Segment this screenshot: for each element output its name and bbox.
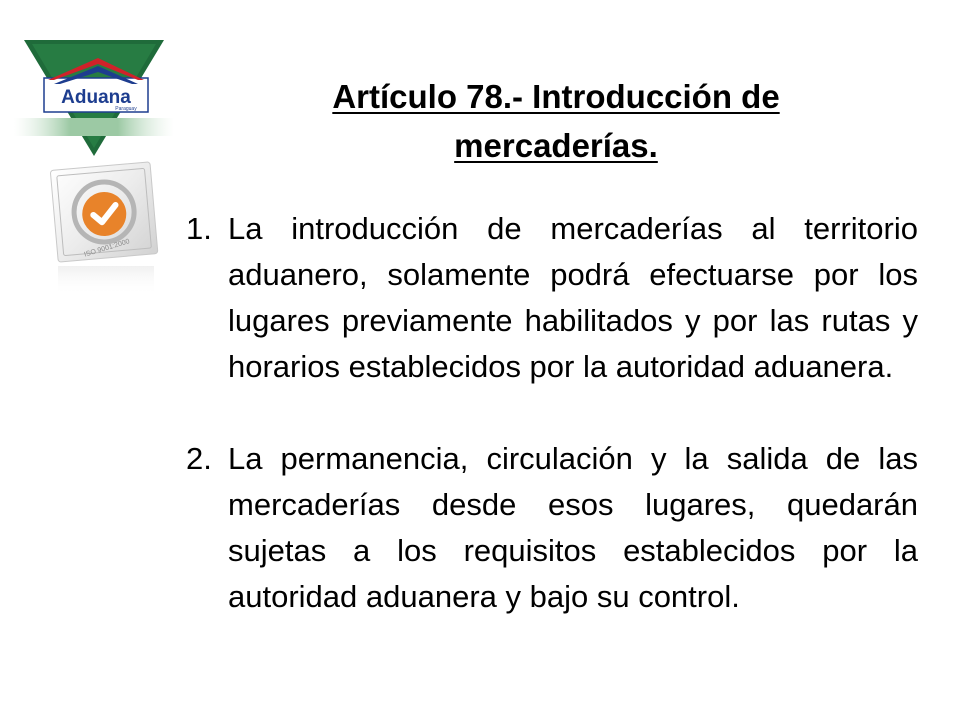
list-item bbox=[186, 436, 918, 620]
article-items bbox=[186, 206, 918, 620]
item-number: 1. bbox=[186, 211, 212, 246]
logo-subtitle: Paraguay bbox=[115, 106, 137, 112]
list-item bbox=[186, 206, 918, 390]
item-number: 2. bbox=[186, 441, 212, 476]
logo-name: Aduana bbox=[61, 87, 131, 108]
item-text: La introducción de mercaderías al territorio aduanero, solamente podrá efectuarse por los lugares previamente habilitados y por las rutas y horarios establecidos por la autoridad aduanera. bbox=[228, 211, 918, 384]
item-text: La permanencia, circulación y la salida de las mercaderías desde esos lugares, quedarán sujetas a los requisitos establecidos por la autoridad aduanera y bajo su control. bbox=[228, 441, 918, 614]
aduana-logo-icon bbox=[14, 36, 174, 176]
logo-block bbox=[14, 36, 174, 286]
certification-seal-icon bbox=[44, 156, 164, 301]
article-title: Artículo 78.- Introducción de mercaderías. bbox=[332, 78, 780, 164]
cert-text: ISO 9001:2000 bbox=[83, 238, 131, 259]
